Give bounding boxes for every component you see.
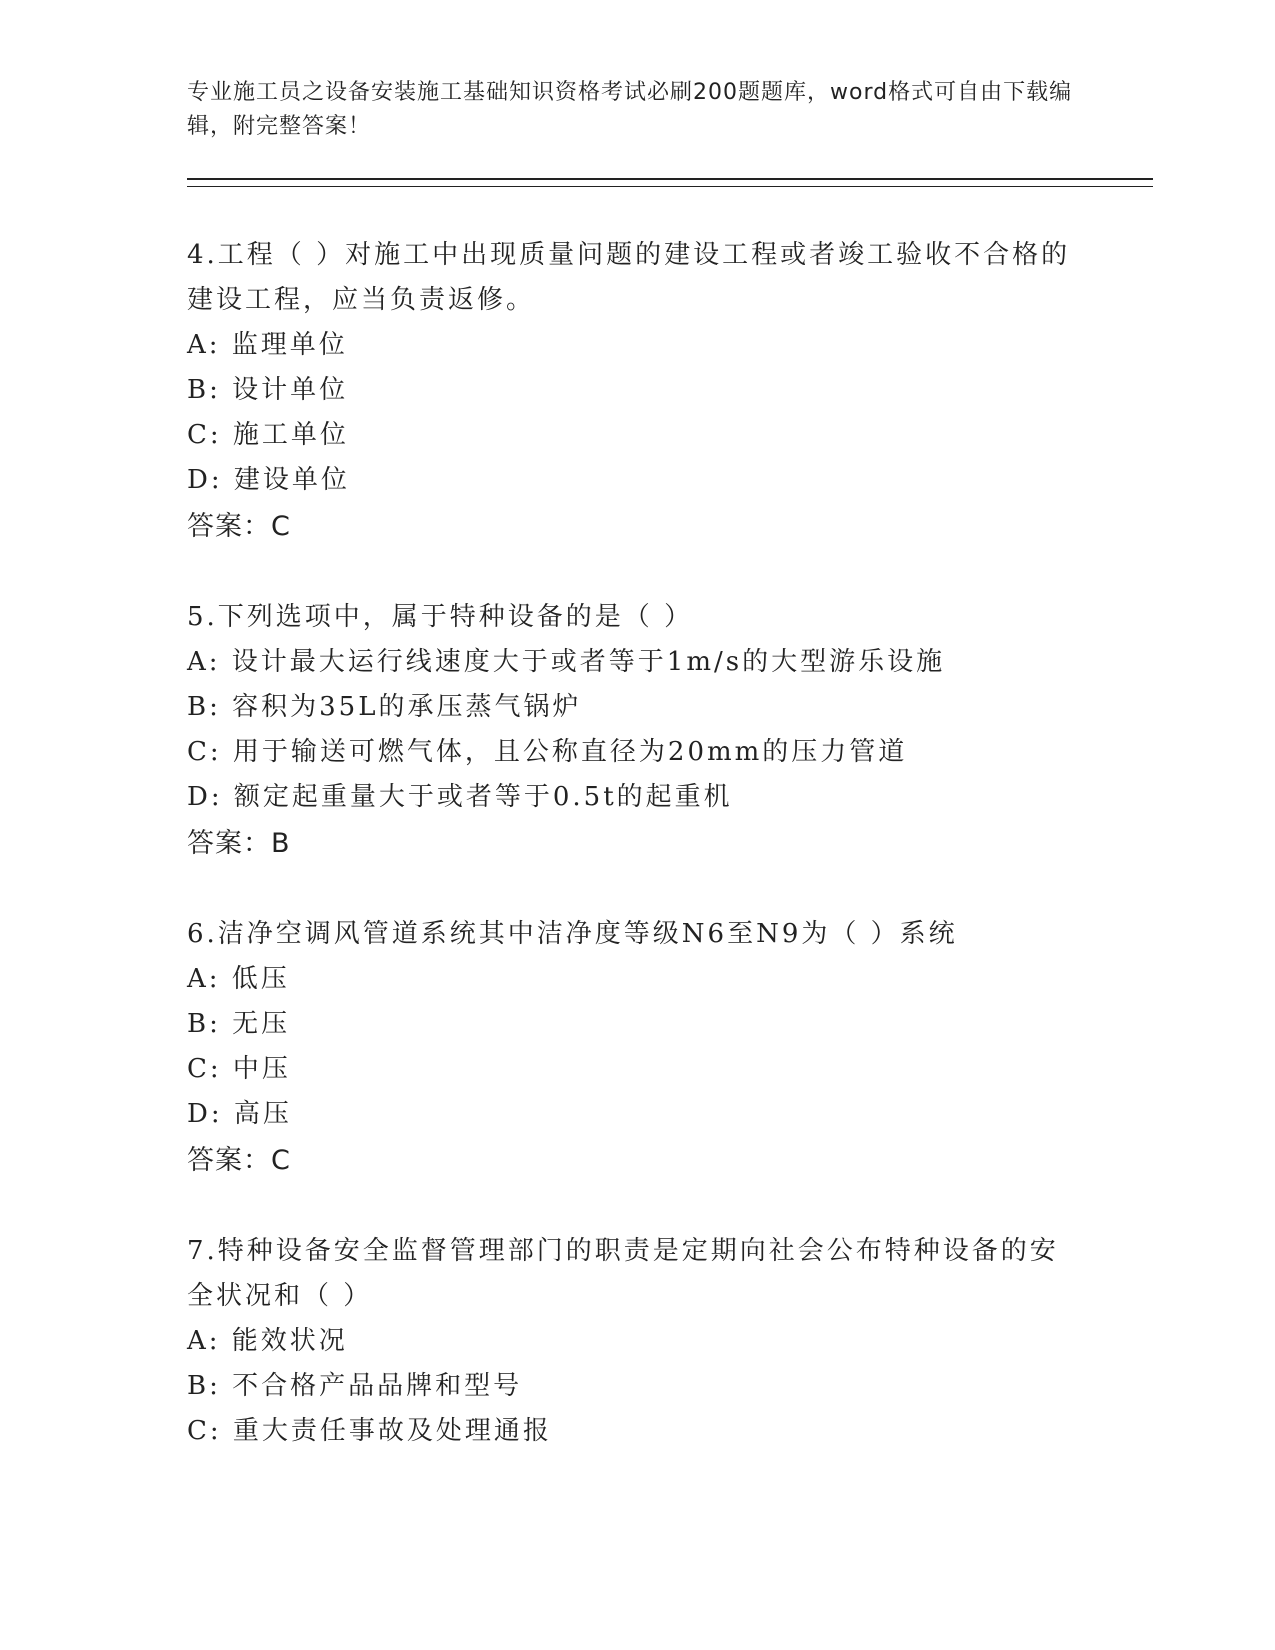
- question-stem: 7.特种设备安全监督管理部门的职责是定期向社会公布特种设备的安全状况和（ ）: [187, 1236, 1059, 1311]
- option-d: D: 额定起重量大于或者等于0.5t的起重机: [187, 782, 733, 812]
- answer-line: 答案：B: [187, 828, 291, 859]
- answer-line: 答案：C: [187, 511, 291, 542]
- option-a: A: 低压: [187, 964, 290, 994]
- question-stem: 4.工程（ ）对施工中出现质量问题的建设工程或者竣工验收不合格的建设工程，应当负责返修。: [187, 240, 1071, 315]
- question-list: [187, 233, 1087, 1499]
- option-c: C: 施工单位: [187, 420, 349, 450]
- question-6: [187, 912, 1087, 1184]
- question-7: [187, 1229, 1087, 1454]
- option-a: A: 监理单位: [187, 330, 348, 360]
- question-stem: 5.下列选项中，属于特种设备的是（ ）: [187, 602, 694, 632]
- question-5: [187, 595, 1087, 867]
- header-divider: [187, 178, 1153, 187]
- document-header: 专业施工员之设备安装施工基础知识资格考试必刷200题题库，word格式可自由下载编辑，附完整答案！: [187, 80, 1073, 139]
- option-c: C: 中压: [187, 1054, 291, 1084]
- option-b: B: 无压: [187, 1009, 291, 1039]
- answer-line: 答案：C: [187, 1145, 291, 1176]
- option-b: B: 不合格产品品牌和型号: [187, 1371, 523, 1401]
- option-d: D: 建设单位: [187, 465, 350, 495]
- question-stem: 6.洁净空调风管道系统其中洁净度等级N6至N9为（ ）系统: [187, 919, 958, 949]
- option-c: C: 重大责任事故及处理通报: [187, 1416, 552, 1446]
- option-b: B: 设计单位: [187, 375, 349, 405]
- option-a: A: 设计最大运行线速度大于或者等于1m/s的大型游乐设施: [187, 647, 946, 677]
- option-c: C: 用于输送可燃气体，且公称直径为20mm的压力管道: [187, 737, 908, 767]
- option-b: B: 容积为35L的承压蒸气锅炉: [187, 692, 582, 722]
- question-4: [187, 233, 1087, 550]
- option-d: D: 高压: [187, 1099, 292, 1129]
- option-a: A: 能效状况: [187, 1326, 348, 1356]
